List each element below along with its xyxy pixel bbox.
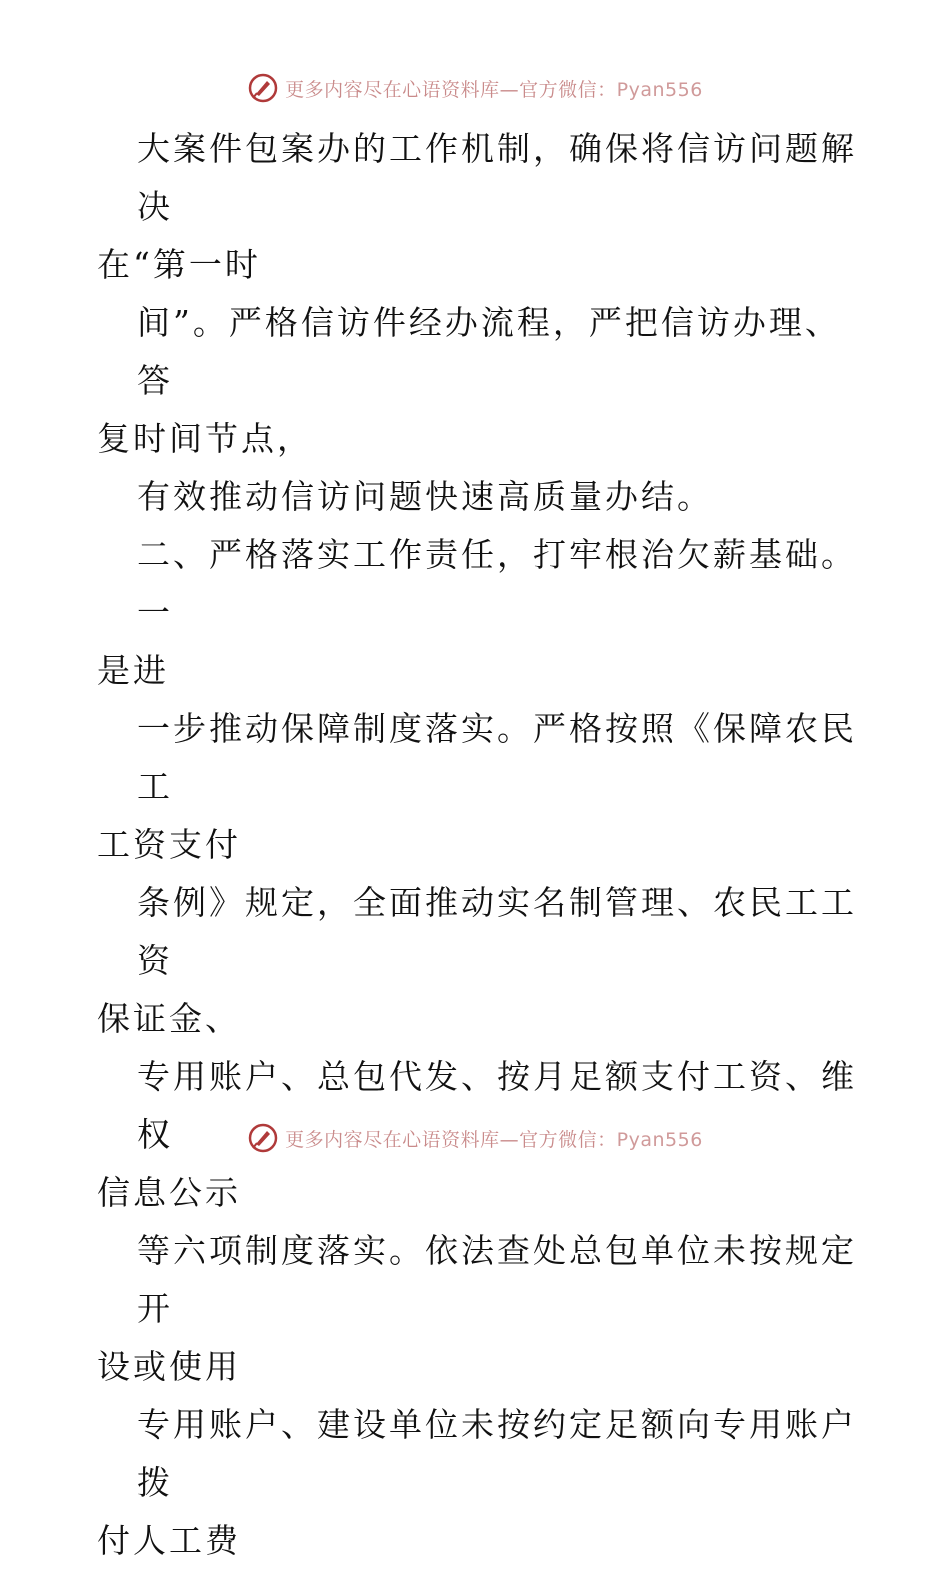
paragraph-line: 二、严格落实工作责任，打牢根治欠薪基础。一 是进 bbox=[97, 535, 857, 690]
paragraph-line: 专用账户、建设单位未按约定足额向专用账户拨 付人工费 bbox=[97, 1405, 857, 1560]
paragraph-line: 一步推动保障制度落实。严格按照《保障农民工 工资支付 bbox=[97, 709, 857, 864]
paragraph-line: 有效推动信访问题快速高质量办结。 bbox=[137, 477, 713, 516]
paragraph-line: 间”。严格信访件经办流程，严把信访办理、答 复时间节点， bbox=[97, 303, 841, 458]
quill-logo-icon bbox=[247, 72, 279, 104]
quill-logo-icon bbox=[247, 1122, 279, 1154]
watermark-header bbox=[0, 72, 950, 104]
watermark-text: 更多内容尽在心语资料库—官方微信：Pyan556 bbox=[285, 78, 703, 101]
paragraph-line: 条例》规定，全面推动实名制管理、农民工工资 保证金、 bbox=[97, 883, 857, 1038]
paragraph-line: 等六项制度落实。依法查处总包单位未按规定开 设或使用 bbox=[97, 1231, 857, 1386]
document-body bbox=[97, 120, 857, 1570]
watermark-text: 更多内容尽在心语资料库—官方微信：Pyan556 bbox=[285, 1128, 703, 1151]
watermark-footer bbox=[0, 1122, 950, 1154]
paragraph-line: 专用账户、总包代发、按月足额支付工资、维权 信息公示 bbox=[97, 1057, 857, 1212]
paragraph-line: 大案件包案办的工作机制，确保将信访问题解决 在“第一时 bbox=[97, 129, 857, 284]
